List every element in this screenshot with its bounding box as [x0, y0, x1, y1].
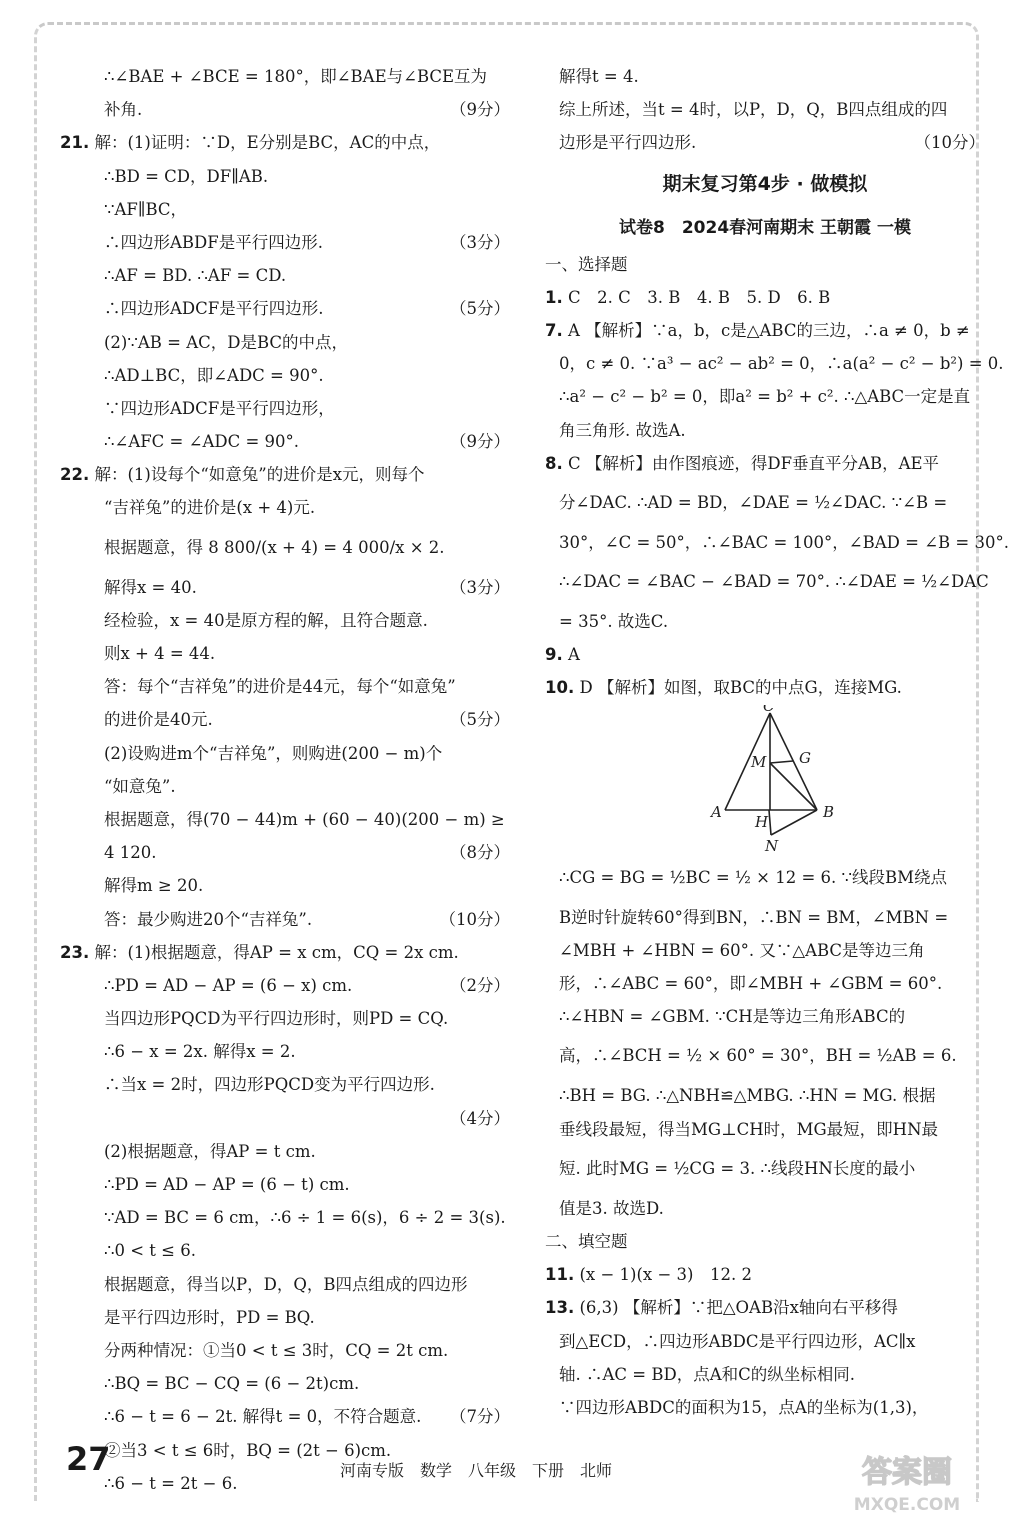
line-text: (2)∵AB = AC，D是BC的中点，: [104, 332, 349, 352]
left-line: [60, 525, 510, 571]
left-line: [60, 458, 510, 491]
left-line: [60, 1234, 510, 1267]
line-text: ∴∠AFC = ∠ADC = 90°.: [104, 432, 300, 452]
right_bottom-line: [545, 1192, 985, 1225]
line-text: C 2. C 3. B 4. B 5. D 6. B: [568, 287, 831, 307]
score-mark: （7分）: [450, 1407, 510, 1427]
left-line: [60, 160, 510, 193]
paper-title: 试卷8 2024春河南期末 王朝霞 一模: [619, 217, 911, 238]
left-line: [60, 1135, 510, 1168]
left-line: [60, 93, 510, 126]
line-text: 轴. ∴AC = BD，点A和C的纵坐标相同.: [559, 1364, 855, 1384]
right-mid-block: [545, 248, 1009, 705]
line-text: ∴0 < t ≤ 6.: [104, 1241, 196, 1261]
left-line: [60, 1268, 510, 1301]
right-bottom-block: [545, 855, 985, 1424]
question-number: 8.: [545, 453, 563, 473]
left-line: [60, 969, 510, 1002]
right_bottom-line: [545, 1258, 985, 1291]
footer-text: 河南专版 数学 八年级 下册 北师: [340, 1461, 613, 1480]
right_bottom-line: [545, 1033, 985, 1079]
question-number: 9.: [545, 645, 563, 665]
left-line: [60, 259, 510, 292]
left-line: [60, 903, 510, 936]
left-line: [60, 1168, 510, 1201]
svg-text:MXQE.COM: MXQE.COM: [853, 1495, 961, 1515]
right_mid-line: [545, 605, 985, 638]
left-line: [60, 392, 510, 425]
line-text: 的进价是40元.: [104, 710, 213, 730]
triangle-figure: [545, 705, 985, 855]
line-text: 根据题意，得当以P，D，Q，B四点组成的四边形: [104, 1274, 468, 1294]
line-text: 一、选择题: [545, 254, 628, 274]
line-text: 分两种情况：①当0 < t ≤ 3时，CQ = 2t cm.: [104, 1340, 449, 1360]
svg-text:答案圈: 答案圈: [862, 1455, 952, 1490]
question-number: 1.: [545, 287, 563, 307]
line-text: A: [568, 645, 580, 665]
left-line: [60, 836, 510, 869]
line-text: D 【解析】如图，取BC的中点G，连接MG.: [579, 678, 902, 698]
line-text: ∴AF = BD. ∴AF = CD.: [104, 266, 287, 286]
score-mark: （3分）: [450, 577, 510, 597]
left-line: [60, 936, 510, 969]
line-text: 0，c ≠ 0. ∵a³ − ac² − ab² = 0，∴a(a² − c² − b²) = 0.: [559, 354, 1004, 374]
left-line: [60, 869, 510, 902]
left-line: [60, 1035, 510, 1068]
question-number: 10.: [545, 678, 575, 698]
line-text: ②当3 < t ≤ 6时，BQ = (2t − 6)cm.: [104, 1440, 392, 1460]
line-text: ∴当x = 2时，四边形PQCD变为平行四边形.: [104, 1075, 435, 1095]
line-text: ∴PD = AD − AP = (6 − x) cm.: [104, 975, 353, 995]
line-text: 二、填空题: [545, 1231, 628, 1251]
right_bottom-line: [545, 901, 985, 934]
left-line: [60, 425, 510, 458]
left-line: [60, 226, 510, 259]
line-text: 综上所述，当t = 4时，以P，D，Q，B四点组成的四: [559, 100, 948, 120]
line-text: “吉祥兔”的进价是(x + 4)元.: [104, 498, 316, 518]
line-text: 值是3. 故选D.: [559, 1198, 664, 1218]
left-line: [60, 491, 510, 524]
left-column: [60, 60, 510, 1500]
question-number: 23.: [60, 942, 90, 962]
left-line: [60, 60, 510, 93]
line-text: 答：每个“吉祥兔”的进价是44元，每个“如意兔”: [104, 677, 456, 697]
right_mid-line: [545, 248, 985, 281]
right_mid-line: [545, 447, 985, 480]
right_top-line: [545, 126, 985, 159]
score-mark: （5分）: [450, 710, 510, 730]
line-text: ∴∠BAE + ∠BCE = 180°，即∠BAE与∠BCE互为: [104, 67, 488, 86]
line-text: ∵AF∥BC，: [104, 199, 188, 219]
line-text: ∴a² − c² − b² = 0，即a² = b² + c². ∴△ABC一定是直: [559, 387, 971, 407]
line-text: ∴四边形ABDF是平行四边形.: [104, 232, 323, 252]
question-number: 21.: [60, 133, 90, 153]
line-text: 答：最少购进20个“吉祥兔”.: [104, 909, 313, 929]
right_top-line: [545, 93, 985, 126]
right_bottom-line: [545, 1358, 985, 1391]
right_mid-line: [545, 526, 1009, 559]
line-text: ∴∠DAC = ∠BAC − ∠BAD = 70°. ∴∠DAE = ½∠DAC: [559, 572, 989, 592]
left-line: [60, 1400, 510, 1433]
line-text: ∴6 − x = 2x. 解得x = 2.: [104, 1042, 296, 1062]
line-text: (x − 1)(x − 3) 12. 2: [579, 1265, 752, 1285]
line-text: C 【解析】由作图痕迹，得DF垂直平分AB，AE平: [568, 453, 940, 473]
line-text: 到△ECD，∴四边形ABDC是平行四边形，AC∥x: [559, 1331, 916, 1351]
question-number: 22.: [60, 465, 90, 485]
line-text: 解：(1)证明：∵D，E分别是BC，AC的中点，: [94, 133, 441, 153]
question-number: 11.: [545, 1265, 575, 1285]
line-text: 根据题意，得 8 800/(x + 4) = 4 000/x × 2.: [104, 537, 445, 557]
right_bottom-line: [545, 1391, 985, 1424]
score-mark: （5分）: [450, 299, 510, 319]
right_mid-line: [545, 638, 985, 671]
left-line: [60, 326, 510, 359]
right-column: [545, 60, 1009, 1424]
right_mid-line: [545, 380, 985, 413]
line-text: 高，∴∠BCH = ½ × 60° = 30°，BH = ½AB = 6.: [559, 1046, 957, 1066]
page-number: 27: [66, 1440, 111, 1478]
line-text: 解得t = 4.: [559, 67, 639, 86]
score-mark: （10分）: [439, 909, 510, 929]
left-line: [60, 1301, 510, 1334]
right_bottom-line: [545, 934, 985, 967]
score-mark: （3分）: [450, 232, 510, 252]
line-text: ∴∠HBN = ∠GBM. ∵CH是等边三角形ABC的: [559, 1007, 906, 1027]
line-text: ∴PD = AD − AP = (6 − t) cm.: [104, 1175, 350, 1194]
line-text: 角三角形. 故选A.: [559, 420, 686, 440]
left-line: [60, 637, 510, 670]
line-text: 边形是平行四边形.: [559, 133, 697, 153]
line-text: ∴BH = BG. ∴△NBH≌△MBG. ∴HN = MG. 根据: [559, 1086, 936, 1106]
left-line: [60, 803, 510, 836]
line-text: = 35°. 故选C.: [559, 612, 669, 632]
line-text: 解：(1)根据题意，得AP = x cm，CQ = 2x cm.: [94, 942, 459, 962]
section-title: 期末复习第4步 · 做模拟: [662, 172, 868, 195]
line-text: 短. 此时MG = ½CG = 3. ∴线段HN长度的最小: [559, 1158, 916, 1178]
left-line: [60, 1068, 510, 1101]
line-text: ∴CG = BG = ½BC = ½ × 12 = 6. ∵线段BM绕点: [559, 867, 948, 887]
line-text: ∵四边形ABDC的面积为15，点A的坐标为(1,3)，: [559, 1397, 929, 1417]
question-number: 7.: [545, 320, 563, 340]
line-text: ∴6 − t = 6 − 2t. 解得t = 0，不符合题意.: [104, 1407, 422, 1427]
right_bottom-line: [545, 1225, 985, 1258]
right_mid-line: [545, 480, 985, 526]
line-text: “如意兔”.: [104, 776, 176, 796]
label-h: H: [755, 812, 769, 831]
right_bottom-line: [545, 967, 985, 1000]
line-text: A 【解析】∵a，b，c是△ABC的三边，∴a ≠ 0，b ≠: [568, 320, 970, 340]
left-line: [60, 604, 510, 637]
line-text: 是平行四边形时，PD = BQ.: [104, 1307, 315, 1327]
left-line: [60, 1102, 510, 1135]
score-mark: （8分）: [450, 843, 510, 863]
line-text: (2)根据题意，得AP = t cm.: [104, 1141, 316, 1161]
line-text: B逆时针旋转60°得到BN，∴BN = BM，∠MBN =: [559, 907, 949, 927]
right_bottom-line: [545, 1113, 985, 1146]
line-text: 30°，∠C = 50°，∴∠BAC = 100°，∠BAD = ∠B = 30°.: [559, 532, 1009, 552]
score-mark: （2分）: [450, 975, 510, 995]
line-text: 当四边形PQCD为平行四边形时，则PD = CQ.: [104, 1009, 449, 1029]
right_bottom-line: [545, 1079, 985, 1112]
left-line: [60, 126, 510, 159]
left-line: [60, 770, 510, 803]
right_mid-line: [545, 281, 985, 314]
line-text: 根据题意，得(70 − 44)m + (60 − 40)(200 − m) ≥: [104, 809, 505, 829]
score-mark: （10分）: [914, 133, 985, 153]
line-text: 分∠DAC. ∴AD = BD，∠DAE = ½∠DAC. ∵∠B =: [559, 492, 948, 512]
line-text: ∠MBH + ∠HBN = 60°. 又∵△ABC是等边三角: [559, 940, 925, 960]
triangle-diagram: [545, 705, 985, 855]
score-mark: （9分）: [450, 100, 510, 120]
left-line: [60, 359, 510, 392]
line-text: ∴AD⊥BC，即∠ADC = 90°.: [104, 365, 324, 385]
right_mid-line: [545, 347, 1004, 380]
right_bottom-line: [545, 1291, 985, 1324]
line-text: ∵AD = BC = 6 cm，∴6 ÷ 1 = 6(s)，6 ÷ 2 = 3(s).: [104, 1208, 506, 1228]
left-line: [60, 670, 510, 703]
right_mid-line: [545, 414, 985, 447]
right_bottom-line: [545, 855, 985, 901]
line-text: 4 120.: [104, 843, 157, 863]
score-mark: （9分）: [450, 432, 510, 452]
line-text: 经检验，x = 40是原方程的解，且符合题意.: [104, 610, 428, 630]
line-text: 补角.: [104, 100, 143, 120]
line-text: 解得m ≥ 20.: [104, 876, 204, 896]
label-g: G: [799, 748, 811, 767]
left-line: [60, 737, 510, 770]
label-a: A: [711, 802, 722, 821]
line-text: (2)设购进m个“吉祥兔”，则购进(200 − m)个: [104, 743, 443, 763]
line-text: ∴6 − t = 2t − 6.: [104, 1473, 238, 1493]
left-line: [60, 1201, 510, 1234]
line-text: 形，∴∠ABC = 60°，即∠MBH + ∠GBM = 60°.: [559, 974, 943, 993]
right-top-block: [545, 60, 985, 160]
line-text: 则x + 4 = 44.: [104, 644, 216, 663]
left-line: [60, 193, 510, 226]
label-n: N: [765, 836, 779, 855]
label-c: C: [763, 704, 775, 715]
question-number: 13.: [545, 1298, 575, 1318]
left-line: [60, 292, 510, 325]
right_mid-line: [545, 559, 989, 605]
left-line: [60, 1002, 510, 1035]
right_bottom-line: [545, 1000, 985, 1033]
line-text: 垂线段最短，得当MG⊥CH时，MG最短，即HN最: [559, 1119, 939, 1139]
line-text: ∵四边形ADCF是平行四边形，: [104, 398, 335, 418]
label-m: M: [751, 752, 767, 771]
score-mark: （4分）: [450, 1108, 510, 1128]
left-line: [60, 1334, 510, 1367]
watermark-logo: [827, 1440, 987, 1520]
line-text: (6,3) 【解析】∵把△OAB沿x轴向右平移得: [579, 1298, 898, 1318]
label-b: B: [823, 802, 835, 821]
right_top-line: [545, 60, 985, 93]
left-line: [60, 571, 510, 604]
line-text: ∴BD = CD，DF∥AB.: [104, 166, 269, 186]
left-line: [60, 1367, 510, 1400]
line-text: 解得x = 40.: [104, 577, 197, 597]
line-text: 解：(1)设每个“如意兔”的进价是x元，则每个: [94, 465, 425, 485]
right_mid-line: [545, 314, 985, 347]
right_mid-line: [545, 671, 985, 704]
right_bottom-line: [545, 1146, 985, 1192]
line-text: ∴四边形ADCF是平行四边形.: [104, 299, 324, 319]
left-line: [60, 703, 510, 736]
right_bottom-line: [545, 1325, 985, 1358]
line-text: ∴BQ = BC − CQ = (6 − 2t)cm.: [104, 1374, 360, 1394]
